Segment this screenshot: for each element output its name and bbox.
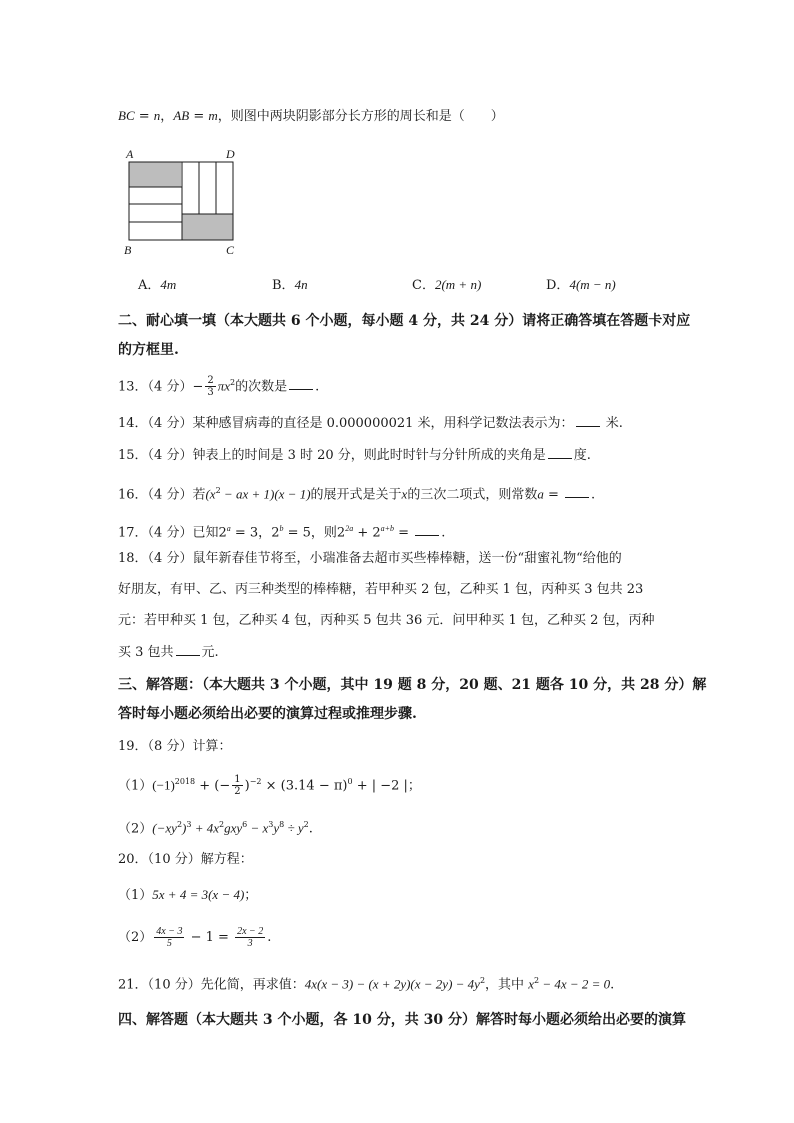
q17: 17．（4 分）已知$2^a = 3$，$2^b = 5$，则$2^{2a} + 2^{a+b}$ = . — [118, 524, 446, 541]
option-b[interactable]: B．4n — [272, 277, 308, 293]
section2-heading-line2: 的方框里. — [118, 342, 179, 358]
label-b: B — [124, 243, 132, 256]
q18-line1: 18．（4 分）鼠年新春佳节将至，小瑞准备去超市买些棒棒糖，送一份“甜蜜礼物“给他的 — [118, 551, 622, 566]
option-d[interactable]: D．4(m − n) — [546, 277, 616, 293]
label-d: D — [226, 147, 235, 161]
q20-title: 20．（10 分）解方程： — [118, 852, 253, 867]
option-c[interactable]: C．2(m + n) — [412, 277, 482, 293]
q20-fraction-right: $\frac{2x - 2}{3}$ — [237, 926, 264, 949]
q12-sep: ， — [160, 109, 174, 124]
q16-answer-blank[interactable] — [565, 486, 589, 498]
q12-stem — [118, 106, 504, 127]
q18-line4: 买 3 包共 元. — [118, 645, 219, 660]
label-a: A — [126, 147, 134, 161]
q12-bc: BC — [118, 108, 135, 123]
q17-answer-blank[interactable] — [415, 524, 439, 536]
q14-answer-blank[interactable] — [576, 415, 600, 427]
q12-ab: AB — [173, 108, 190, 123]
q20-part2: （2） $\frac{4x - 3}{5}$ − 1 = $\frac{2x - 2}{3}$ . — [118, 926, 272, 949]
shaded-rect-bottom-right — [182, 214, 233, 240]
section2-heading-line1: 二、耐心填一填（本大题共 6 个小题，每小题 4 分，共 24 分）请将正确答填在答题卡对应 — [118, 313, 691, 329]
section4-heading-line1: 四、解答题（本大题共 3 个小题，各 10 分，共 30 分）解答时每小题必须给出必要的演算 — [118, 1012, 686, 1028]
q12-stem-text: ，则图中两块阴影部分长方形的周长和是（ ） — [217, 109, 504, 124]
q20-part1: （1）5x + 4 = 3(x − 4)； — [118, 887, 258, 903]
q13-fraction: $\frac{2}{3}$ — [207, 375, 214, 399]
shaded-rect-top-left — [129, 162, 181, 187]
q16: 16．（4 分）若($x^2$ − ax + 1)(x − 1)的展开式是关于x的三次二项式，则常数a = . — [118, 486, 596, 503]
q13: 13．（4 分）− $\frac{2}{3}$ $\pi x^2$的次数是 . — [118, 375, 320, 399]
q18-line2: 好朋友，有甲、乙、丙三种类型的棒棒糖，若甲种买 2 包，乙种买 1 包，丙种买 3 包共 23 — [118, 582, 644, 597]
section3-heading-line2: 答时每小题必须给出必要的演算过程或推理步骤. — [118, 706, 417, 722]
label-c: C — [226, 243, 235, 256]
q19-part2: $(2)(-xy^2)^3 + 4x^2gxy^6 - x^3y^8 \div y^2$. — [118, 820, 313, 837]
rectangle-figure — [122, 146, 242, 256]
q19-title: 19．（8 分）计算： — [118, 739, 232, 754]
section3-heading-line1: 三、解答题：（本大题共 3 个小题，其中 19 题 8 分，20 题、21 题各 10 分，共 28 分）解 — [118, 677, 707, 693]
q12-m: m — [208, 108, 218, 123]
q18-line3: 元：若甲种买 1 包，乙种买 4 包，丙种买 5 包共 36 元．问甲种买 1 包，乙种买 2 包，丙种 — [118, 613, 655, 628]
q19-fraction: $\frac{1}{2}$ — [234, 774, 241, 798]
q13-answer-blank[interactable] — [289, 378, 313, 390]
q12-n: n — [153, 108, 161, 123]
q18-answer-blank[interactable] — [176, 644, 200, 656]
q20-fraction-left: $\frac{4x - 3}{5}$ — [156, 926, 183, 949]
q19-part1: $(1)(-1)^{2018}$ + (− $\frac{1}{2}$ )$^{-2} \times (3.14 - \pi)^0$ + | −2 |； — [118, 774, 421, 798]
option-a[interactable]: A．4m — [138, 277, 177, 293]
q14: 14．（4 分）某种感冒病毒的直径是 0.000000021 米，用科学记数法表示为： 米. — [118, 416, 623, 431]
q15: 15．（4 分）钟表上的时间是 3 时 20 分，则此时时针与分针所成的夹角是 度. — [118, 448, 591, 463]
q12-eq1: = — [134, 109, 154, 124]
q15-answer-blank[interactable] — [548, 447, 572, 459]
q12-eq2: = — [189, 109, 209, 124]
q21: 21．（10 分）先化简，再求值：$4x(x - 3) - (x + 2y)(x - 2y) - 4y^2$，其中 $x^2 - 4x - 2 = 0$. — [118, 976, 615, 993]
